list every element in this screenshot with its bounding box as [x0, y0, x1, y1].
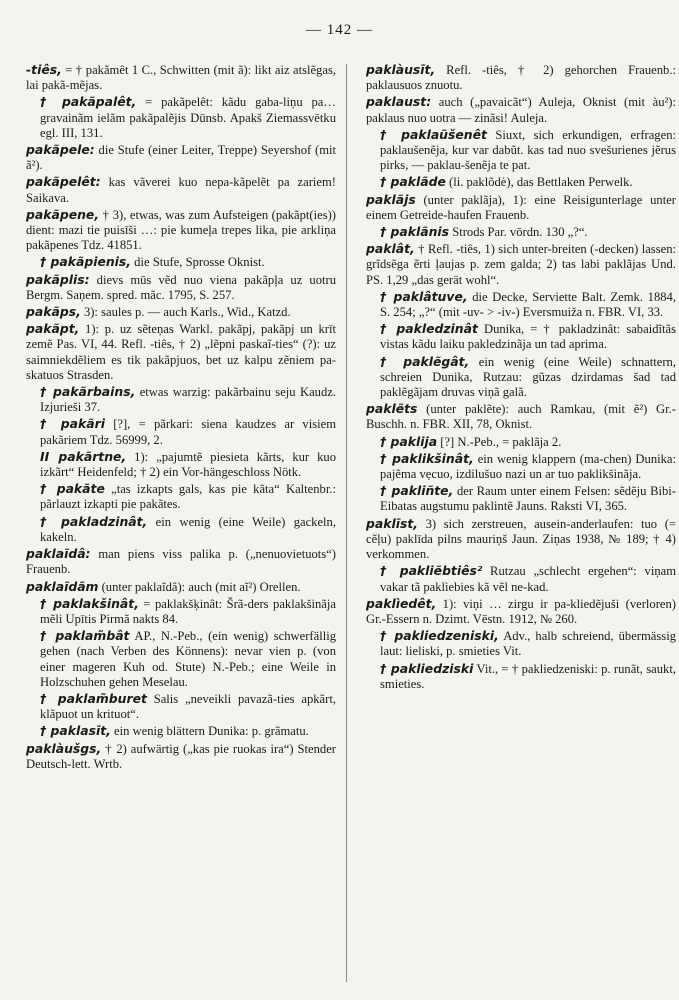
entry-definition: Vit., = † pakliedzeniski: p. runãt, saukt, smieties.: [380, 661, 676, 691]
dictionary-entry: [26, 546, 336, 577]
entry-headword: pakãplis:: [26, 271, 90, 287]
dictionary-entry: [26, 741, 336, 772]
dictionary-entry: [26, 254, 336, 270]
page-number: — 142 —: [306, 22, 373, 38]
dictionary-entry: [366, 596, 676, 627]
dictionary-entry: [26, 174, 336, 205]
entry-definition: 1): p. uz sẽteņas Warkl. pakãpj, pakãpj un krīt zemẽ Pas. VI, 44. Refl. -tiês, † 2) „lẽpni paskaĩ-ties“ (?): uz saimniekdẽliem es tik pakãpjuos, bet uz kalpu zẽniem pa-skatuos Strasden.: [26, 322, 336, 382]
dictionary-entry: [26, 272, 336, 303]
entry-headword: † paklâtuve,: [380, 288, 468, 304]
dictionary-entry: [366, 483, 676, 514]
entry-definition: [?] N.-Peb., = paklãja 2.: [437, 434, 562, 449]
entry-headword: pakãps,: [26, 304, 81, 320]
dictionary-entry: [26, 579, 336, 595]
dictionary-entry: [26, 321, 336, 383]
entry-headword: pakãpene,: [26, 206, 100, 222]
dictionary-entry: [366, 661, 676, 692]
entry-headword: paklàušgs,: [26, 740, 102, 756]
dictionary-entry: [26, 94, 336, 141]
dictionary-entry: [366, 62, 676, 93]
entry-headword: † pakliedzeniski,: [380, 628, 499, 644]
dictionary-entry: [366, 451, 676, 482]
dictionary-entry: [26, 723, 336, 739]
dictionary-entry: [26, 514, 336, 545]
entry-headword: II pakãrtne,: [40, 448, 127, 464]
dictionary-entry: [366, 127, 676, 174]
entry-headword: paklīst,: [366, 515, 418, 531]
entry-headword: † pakliedziski: [380, 660, 474, 676]
entry-definition: kas vãverei kuo nepa-kãpelẽt pa zariem! Saikava.: [26, 175, 336, 205]
entry-headword: † paklasīt,: [40, 723, 111, 739]
dictionary-entry: [26, 304, 336, 320]
entry-definition: = paklakšķinât: Šrã-ders paklakšinãja mẽli Upītis Pirmã nakts 84.: [40, 596, 336, 626]
entry-headword: paklìedêt,: [366, 595, 437, 611]
entry-headword: † paklam̃bât: [40, 628, 130, 644]
entry-headword: paklãjs: [366, 191, 416, 207]
entry-headword: † paklẽgât,: [380, 353, 470, 369]
dictionary-entry: [26, 628, 336, 690]
entry-definition: Salis „neveikli pavazã-ties apkãrt, klãpuot un krituot“.: [40, 691, 336, 722]
entry-definition: Strods Par. vōrdn. 130 „?“.: [449, 225, 588, 240]
entry-definition: 3): saules p. — auch Karls., Wid., Katzd.: [80, 305, 291, 320]
entry-headword: † pakladzinât,: [40, 513, 148, 529]
entry-headword: † paklikšinât,: [380, 450, 474, 466]
dictionary-entry: [26, 481, 336, 512]
entry-headword: † paklãnis: [380, 224, 450, 240]
entry-definition: (unter paklaĩdâ): auch (mit aĩ²) Orellen.: [98, 579, 301, 594]
entry-headword: paklât,: [366, 241, 415, 257]
dictionary-entry: [366, 241, 676, 288]
entry-definition: [?], = pãrkari: siena kaudzes ar visiem pakãriem Tdz. 56999, 2.: [40, 417, 336, 447]
entry-headword: paklaust:: [366, 94, 432, 110]
dictionary-entry: [26, 596, 336, 627]
entry-headword: † pakãpalêt,: [40, 94, 137, 110]
entry-definition: Dunika, = † pakladzinât: sabaidĩtãs vistas kãdu laiku pakledzinãja un tad aprima.: [380, 322, 676, 352]
entry-definition: 1): „pajumtẽ piesieta kãrts, kur kuo izkãrt“ Heidenfeld; † 2) ein Vor-hängeschloss Nötk.: [40, 449, 336, 480]
dictionary-entry: [366, 289, 676, 320]
dictionary-entry: [26, 142, 336, 173]
entry-definition: ein wenig klappern (ma-chen) Dunika: pajẽma vẹcuo, izdilušuo nazi un ar tuo paklikšinãja.: [380, 451, 677, 482]
entry-definition: ein wenig blättern Dunika: p. grãmatu.: [110, 724, 309, 739]
entry-definition: Adv., halb schreiend, übermässig laut: lieliski, p. smieties Vit.: [380, 629, 676, 659]
entry-definition: „tas izkapts gals, kas pie kãta“ Kaltenbr.: pãrlauzt izkapti pie pakãtes.: [40, 482, 336, 512]
entry-definition: ein wenig (eine Weile) gackeln, kakeln.: [40, 514, 336, 544]
entry-definition: 1): viņi … zirgu ir pa-kliedẽjuši (verloren) Gr.-Essern n. Dzimt. Vēstn. 1912, № 260.: [366, 596, 676, 626]
entry-definition: die Stufe, Sprosse Oknist.: [131, 255, 265, 270]
entry-definition: (li. paklõdė), das Bettlaken Perwelk.: [445, 175, 633, 190]
entry-definition: = † pakãmêt 1 C., Schwitten (mit ã): likt aiz atslẽgas, lai pakã-mẽjas.: [26, 63, 336, 93]
entry-definition: Refl. -tiês, † 2) gehorchen Frauenb.: paklausuos znuotu.: [366, 63, 676, 93]
entry-headword: † paklakšinât,: [40, 595, 139, 611]
dictionary-entry: [26, 416, 336, 447]
dictionary-entry: [26, 384, 336, 415]
entry-headword: † paklam̃buret: [40, 690, 147, 706]
dictionary-entry: [26, 207, 336, 254]
entry-headword: paklẽts: [366, 401, 418, 417]
entry-definition: † Refl. -tiês, 1) sich unter-breiten (-decken) lassen: grĩdsẽga ẽrti ļaujas p. zem galda; 2) tas labi paklãjas Und. PS. 1,29 „das gerät wohl“.: [366, 242, 676, 287]
entry-definition: die Decke, Serviette Balt. Zemk. 1884, S. 254; „?“ (mit -uv- > -iv-) Eversmuiža n. FBR. VI, 33.: [380, 289, 676, 320]
entry-definition: (unter paklãja), 1): eine Reisigunterlage unter einem Getreide-haufen Frauenb.: [366, 192, 676, 222]
entry-headword: † pakliñte,: [380, 483, 454, 499]
entry-headword: pakãpt,: [26, 321, 80, 337]
entry-definition: 3) sich zerstreuen, ausein-anderlaufen: tuo (= cẽļu) paklīda pilns mauriņš Jaun. Ziņas 1938, № 189; † 4) verkommen.: [366, 516, 676, 562]
dictionary-entry: [366, 321, 676, 352]
entry-headword: † paklaũšenêt: [380, 126, 487, 142]
dictionary-entry: [366, 94, 676, 125]
entry-definition: die Stufe (einer Leiter, Treppe) Seyershof (mit ã²).: [26, 143, 336, 173]
entry-definition: Siuxt, sich erkundigen, erfragen: paklaušenẽja, kur var dabũt. kas tad nuo svešurienes jẽrus pirks, — paklau-šenẽja te pat.: [380, 127, 676, 173]
entry-definition: etwas warzig: pakãrbainu seju Kaudz. Izjurieši 37.: [40, 385, 336, 415]
dictionary-entry: [26, 62, 336, 93]
entry-headword: † pakliẽbtiês²: [380, 563, 483, 579]
entry-headword: † pakãpienis,: [40, 254, 132, 270]
dictionary-entry: [366, 434, 676, 450]
entry-headword: paklaĩdãm: [26, 578, 99, 594]
dictionary-entry: [366, 224, 676, 240]
dictionary-entry: [26, 449, 336, 480]
entry-headword: † pakãri: [40, 416, 105, 432]
entry-headword: paklàusīt,: [366, 62, 436, 77]
entry-definition: AP., N.-Peb., (ein wenig) schwerfällig gehen (nach Verben des Könnens): nevar vien p. (von einer mageren Kuh od. Stute) N.-Peb.; eine Weile in Holzschuhen gehen Meselau.: [40, 629, 337, 689]
dictionary-entry: [366, 628, 676, 659]
entry-definition: ein wenig (eine Weile) schnattern, schreien Dunika, Rutzau: gũzas dzirdamas šad tad paklẽgãjam druvas viņã galã.: [380, 354, 677, 400]
entry-definition: = pakãpelêt: kãdu gaba-liņu pa… gravainãm ielãm pakãpalẽjis Dūnsb. Apakš Ziemassvētku egl. III, 131.: [40, 95, 336, 140]
entry-headword: pakãpelêt:: [26, 174, 101, 190]
dictionary-entry: [366, 563, 676, 594]
column-divider: [346, 64, 347, 982]
dictionary-entry: [366, 192, 676, 223]
entry-headword: † pakãrbains,: [40, 384, 136, 400]
entry-headword: † paklãde: [380, 174, 446, 190]
dictionary-entry: [366, 401, 676, 432]
entry-headword: pakãpele:: [26, 142, 95, 158]
entry-definition: auch („pavaicãt“) Auleja, Oknist (mit àu²): paklaus nuo uotra — zinãsi! Auleja.: [366, 95, 676, 125]
entry-headword: -tiês,: [26, 62, 62, 77]
entry-headword: † paklija: [380, 433, 438, 449]
entry-definition: man piens viss palika p. („nenuovietuots“) Frauenb.: [26, 547, 336, 577]
entry-headword: † pakledzinât: [380, 321, 478, 337]
entry-definition: Rutzau „schlecht ergehen“: viņam vakar tã paklìebies kã vẽl ne-kad.: [380, 564, 676, 594]
entry-headword: † pakãte: [40, 481, 105, 497]
dictionary-entry: [366, 174, 676, 190]
entry-definition: (unter paklẽte): auch Ramkau, (mit ẽ²) Gr.-Buschh. n. FBR. XII, 78, Oknist.: [366, 402, 676, 432]
dictionary-entry: [366, 516, 676, 563]
entry-headword: paklaĩdâ:: [26, 546, 91, 562]
right-column: [366, 62, 676, 693]
entry-definition: dievs mūs vẽd nuo viena pakãpļa uz uotru Bergm. Saņem. spred. mãc. 1795, S. 257.: [26, 272, 336, 302]
left-column: [26, 62, 336, 773]
entry-definition: † 2) aufwärtig („kas pie ruokas ira“) Stender Deutsch-lett. Wrtb.: [26, 741, 336, 771]
dictionary-entry: [26, 691, 336, 722]
entry-definition: der Raum unter einem Felsen: sẽdẽju Bibi-Eibatas augstumu paklintẽ Jauns. Raksti VI, 365.: [380, 484, 676, 514]
entry-definition: † 3), etwas, was zum Aufsteigen (pakãpt(ies)) dient: mazi tie puisīši …: pie kumeļa trepes lika, pie arkliņa pakãpenes Tdz. 41851.: [26, 207, 336, 253]
dictionary-entry: [366, 354, 676, 401]
